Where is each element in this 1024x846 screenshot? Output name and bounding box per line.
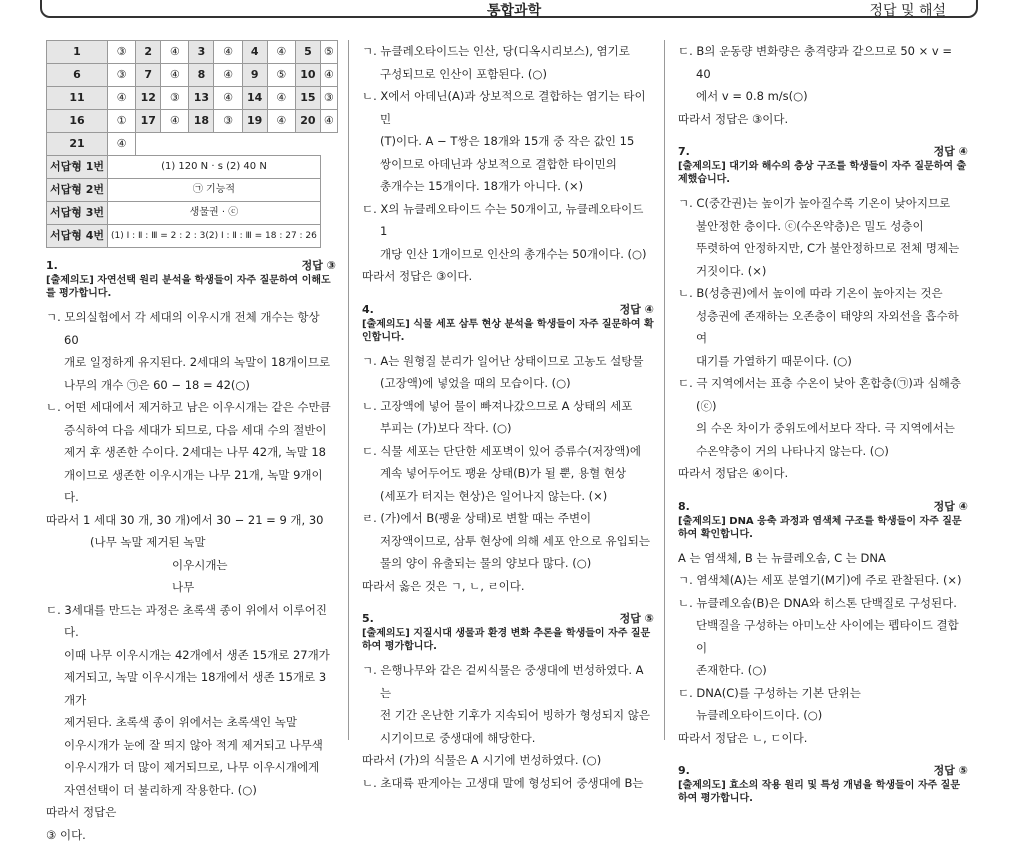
answer-cell bbox=[161, 133, 189, 156]
answer-row bbox=[47, 41, 338, 64]
answer-cell: ① bbox=[108, 110, 136, 133]
explanation-line: 이우시개는 bbox=[46, 554, 336, 577]
subject-title: 통합과학 bbox=[487, 0, 541, 20]
column-2 bbox=[362, 40, 654, 794]
answer-cell: ④ bbox=[267, 41, 295, 64]
explanation-line: 나무 bbox=[46, 576, 336, 599]
question-number-cell: 13 bbox=[189, 87, 214, 110]
question-number: 4. bbox=[362, 303, 374, 316]
question-header bbox=[46, 258, 336, 274]
question-intent: [출제의도] 지질시대 생물과 환경 변화 추론을 학생들이 자주 질문하여 평가합니다. bbox=[362, 627, 654, 653]
explanation-line: 시기이므로 중생대에 해당한다. bbox=[362, 727, 654, 750]
question-number: 8. bbox=[678, 500, 690, 513]
answer-cell: ④ bbox=[161, 110, 189, 133]
explanation-line: 제거된다. 초록색 종이 위에서는 초록색인 녹말 bbox=[46, 711, 336, 734]
question-intent: [출제의도] 효소의 작용 원리 및 특성 개념을 학생들이 자주 질문하여 평가합니다. bbox=[678, 779, 968, 805]
column-divider bbox=[664, 40, 665, 740]
answer-cell: ④ bbox=[108, 133, 136, 156]
short-answer-row: 서답형 1번 (1) 120 N · s (2) 40 N bbox=[47, 156, 338, 179]
explanation-line: 제거 후 생존한 수이다. 2세대는 나무 42개, 녹말 18 bbox=[46, 441, 336, 464]
explanation-line: 대기를 가열하기 때문이다. (○) bbox=[678, 350, 968, 373]
explanation-line: 뉴클레오타이드이다. (○) bbox=[678, 704, 968, 727]
explanation-line: 성층권에 존재하는 오존층이 태양의 자외선을 흡수하여 bbox=[678, 305, 968, 350]
explanation-line: 따라서 정답은 ④이다. bbox=[678, 462, 968, 485]
explanation-line: 제거되고, 녹말 이우시개는 18개에서 생존 15개로 3개가 bbox=[46, 666, 336, 711]
explanation-line: 에서 v = 0.8 m/s(○) bbox=[678, 85, 968, 108]
explanation-line: 단백질을 구성하는 아미노산 사이에는 펩타이드 결합이 bbox=[678, 614, 968, 659]
question-number-cell: 3 bbox=[189, 41, 214, 64]
explanation-line: 나무의 개수 ㉠은 60 − 18 = 42(○) bbox=[46, 374, 336, 397]
explanation-line: ㄷ. 식물 세포는 단단한 세포벽이 있어 증류수(저장액)에 bbox=[362, 440, 654, 463]
question-number: 5. bbox=[362, 612, 374, 625]
explanation-line: 따라서 정답은 ③이다. bbox=[362, 265, 654, 288]
explanation-line: 총개수는 15개이다. 18개가 아니다. (×) bbox=[362, 175, 654, 198]
question-number-cell: 20 bbox=[295, 110, 320, 133]
question-intent: [출제의도] 자연선택 원리 분석을 학생들이 자주 질문하여 이해도를 평가합니다. bbox=[46, 274, 336, 300]
explanation-line: (세포가 터지는 현상)은 일어나지 않는다. (×) bbox=[362, 485, 654, 508]
explanation-line: 이우시개가 눈에 잘 띄지 않아 적게 제거되고 나무색 bbox=[46, 734, 336, 757]
question-number-cell bbox=[136, 133, 161, 156]
answer-cell bbox=[320, 133, 337, 156]
header-right-label: 정답 및 해설 bbox=[869, 0, 946, 20]
explanation-line: 전 기간 온난한 기후가 지속되어 빙하가 형성되지 않은 bbox=[362, 704, 654, 727]
explanation-line: ㄴ. X에서 아데닌(A)과 상보적으로 결합하는 염기는 타이민 bbox=[362, 85, 654, 130]
question-number-cell: 6 bbox=[47, 64, 108, 87]
explanation-line: 불안정한 층이다. ⓒ(수온약층)은 밀도 성층이 bbox=[678, 215, 968, 238]
answer-cell bbox=[267, 133, 295, 156]
question-header bbox=[678, 144, 968, 160]
question-number-cell: 8 bbox=[189, 64, 214, 87]
explanation-line: 물의 양이 유출되는 물의 양보다 많다. (○) bbox=[362, 552, 654, 575]
answer-cell: ③ bbox=[214, 110, 242, 133]
question-intent: [출제의도] 식물 세포 삼투 현상 분석을 학생들이 자주 질문하여 확인합니다. bbox=[362, 318, 654, 344]
answer-row bbox=[47, 64, 338, 87]
question-number-cell: 11 bbox=[47, 87, 108, 110]
explanation-line: 쌍이므로 아데닌과 상보적으로 결합한 타이민의 bbox=[362, 153, 654, 176]
short-answer-row: 서답형 3번 생물권 · ⓒ bbox=[47, 202, 338, 225]
explanation-line: ③ 이다. bbox=[46, 824, 336, 846]
answer-row bbox=[47, 110, 338, 133]
question-number-cell: 5 bbox=[295, 41, 320, 64]
answer-cell bbox=[214, 133, 242, 156]
explanation-line: ㄷ. DNA(C)를 구성하는 기본 단위는 bbox=[678, 682, 968, 705]
explanation-line: ㄱ. A는 원형질 분리가 일어난 상태이므로 고농도 설탕물 bbox=[362, 350, 654, 373]
explanation-line: ㄴ. B(성층권)에서 높이에 따라 기온이 높아지는 것은 bbox=[678, 282, 968, 305]
explanation-line: ㄴ. 초대륙 판게아는 고생대 말에 형성되어 중생대에 B는 bbox=[362, 772, 654, 795]
explanation-line: (고장액)에 넣었을 때의 모습이다. (○) bbox=[362, 372, 654, 395]
explanation-line: ㄱ. C(중간권)는 높이가 높아질수록 기온이 낮아지므로 bbox=[678, 192, 968, 215]
answer-cell: ④ bbox=[267, 110, 295, 133]
explanation-line: ㄴ. 어떤 세대에서 제거하고 남은 이우시개는 같은 수만큼 bbox=[46, 396, 336, 419]
explanation-line: 따라서 (가)의 식물은 A 시기에 번성하였다. (○) bbox=[362, 749, 654, 772]
question-number: 9. bbox=[678, 764, 690, 777]
explanation-line: 거짓이다. (×) bbox=[678, 260, 968, 283]
question-number-cell: 2 bbox=[136, 41, 161, 64]
answer-label: 정답 ④ bbox=[620, 302, 654, 318]
answer-cell: ④ bbox=[320, 64, 337, 87]
answer-cell: ⑤ bbox=[267, 64, 295, 87]
explanation-line: 개로 일정하게 유지된다. 2세대의 녹말이 18개이므로 bbox=[46, 351, 336, 374]
question-number-cell: 18 bbox=[189, 110, 214, 133]
question-number-cell: 16 bbox=[47, 110, 108, 133]
answer-cell: ④ bbox=[161, 41, 189, 64]
explanation-line: ㄷ. X의 뉴클레오타이드 수는 50개이고, 뉴클레오타이드 1 bbox=[362, 198, 654, 243]
explanation-line: 이때 나무 이우시개는 42개에서 생존 15개로 27개가 bbox=[46, 644, 336, 667]
explanation-line: 존재한다. (○) bbox=[678, 659, 968, 682]
explanation-line: 증식하여 다음 세대가 되므로, 다음 세대 수의 절반이 bbox=[46, 419, 336, 442]
question-number: 7. bbox=[678, 145, 690, 158]
question-number-cell: 1 bbox=[47, 41, 108, 64]
question-number-cell: 15 bbox=[295, 87, 320, 110]
question-number-cell: 14 bbox=[242, 87, 267, 110]
question-number-cell: 7 bbox=[136, 64, 161, 87]
short-answer-row: 서답형 4번 (1) Ⅰ : Ⅱ : Ⅲ = 2 : 2 : 3(2) Ⅰ : Ⅱ : Ⅲ = 18 : 27 : 26 bbox=[47, 225, 338, 248]
question-number-cell: 9 bbox=[242, 64, 267, 87]
question-number-cell bbox=[295, 133, 320, 156]
answer-cell: ④ bbox=[320, 110, 337, 133]
answer-cell: ④ bbox=[214, 87, 242, 110]
explanation-line: ㄱ. 염색체(A)는 세포 분열기(M기)에 주로 관찰된다. (×) bbox=[678, 569, 968, 592]
explanation-line: ㄷ. B의 운동량 변화량은 충격량과 같으므로 50 × v = 40 bbox=[678, 40, 968, 85]
question-number-cell: 19 bbox=[242, 110, 267, 133]
question-number-cell: 17 bbox=[136, 110, 161, 133]
explanation-line: A 는 염색체, B 는 뉴클레오솜, C 는 DNA bbox=[678, 547, 968, 570]
question-header bbox=[678, 763, 968, 779]
explanation-line: 의 수온 차이가 중위도에서보다 작다. 극 지역에서는 bbox=[678, 417, 968, 440]
answer-cell: ⑤ bbox=[320, 41, 337, 64]
answer-cell: ④ bbox=[214, 41, 242, 64]
answer-label: 정답 ④ bbox=[934, 499, 968, 515]
explanation-line: 뚜렷하여 안정하지만, C가 불안정하므로 전체 명제는 bbox=[678, 237, 968, 260]
answer-cell: ③ bbox=[108, 64, 136, 87]
explanation-line: 부피는 (가)보다 작다. (○) bbox=[362, 417, 654, 440]
column-3 bbox=[678, 40, 968, 811]
answer-table bbox=[46, 40, 338, 248]
question-header bbox=[362, 611, 654, 627]
answer-cell: ④ bbox=[161, 64, 189, 87]
question-header bbox=[678, 499, 968, 515]
explanation-line: 개이므로 생존한 이우시개는 나무 21개, 녹말 9개이다. bbox=[46, 464, 336, 509]
explanation-line: ㄹ. (가)에서 B(팽윤 상태)로 변할 때는 주변이 bbox=[362, 507, 654, 530]
explanation-line: 자연선택이 더 불리하게 작용한다. (○) bbox=[46, 779, 336, 802]
explanation-line: 따라서 정답은 ㄴ, ㄷ이다. bbox=[678, 727, 968, 750]
explanation-line: 따라서 1 세대 30 개, 30 개)에서 30 − 21 = 9 개, 30 bbox=[46, 509, 336, 532]
explanation-line: ㄱ. 뉴클레오타이드는 인산, 당(디옥시리보스), 염기로 bbox=[362, 40, 654, 63]
question-number-cell: 12 bbox=[136, 87, 161, 110]
answer-cell: ③ bbox=[108, 41, 136, 64]
explanation-line: (나무 녹말 제거된 녹말 bbox=[46, 531, 336, 554]
answer-cell: ④ bbox=[267, 87, 295, 110]
answer-cell: ④ bbox=[108, 87, 136, 110]
question-intent: [출제의도] 대기와 해수의 층상 구조를 학생들이 자주 질문하여 출제했습니다. bbox=[678, 160, 968, 186]
explanation-line: ㄴ. 뉴클레오솜(B)은 DNA와 히스톤 단백질로 구성된다. bbox=[678, 592, 968, 615]
question-number-cell: 21 bbox=[47, 133, 108, 156]
answer-label: 정답 ③ bbox=[302, 258, 336, 274]
answer-row bbox=[47, 87, 338, 110]
question-number: 1. bbox=[46, 259, 58, 272]
explanation-line: 따라서 정답은 ③이다. bbox=[678, 108, 968, 131]
explanation-line: 저장액이므로, 삼투 현상에 의해 세포 안으로 유입되는 bbox=[362, 530, 654, 553]
answer-label: 정답 ⑤ bbox=[620, 611, 654, 627]
explanation-line: 구성되므로 인산이 포함된다. (○) bbox=[362, 63, 654, 86]
explanation-line: ㄷ. 극 지역에서는 표층 수온이 낮아 혼합층(㉠)과 심해층(ⓒ) bbox=[678, 372, 968, 417]
explanation-line: 따라서 정답은 bbox=[46, 801, 336, 824]
explanation-line: 수온약층이 거의 나타나지 않는다. (○) bbox=[678, 440, 968, 463]
answer-cell: ③ bbox=[320, 87, 337, 110]
answer-cell: ③ bbox=[161, 87, 189, 110]
short-answer-row: 서답형 2번 ㉠ 기능적 bbox=[47, 179, 338, 202]
answer-label: 정답 ④ bbox=[934, 144, 968, 160]
explanation-line: (T)이다. A − T쌍은 18개와 15개 중 작은 값인 15 bbox=[362, 130, 654, 153]
explanation-line: ㄱ. 은행나무와 같은 겉씨식물은 중생대에 번성하였다. A는 bbox=[362, 659, 654, 704]
column-1 bbox=[46, 40, 336, 846]
question-intent: [출제의도] DNA 응축 과정과 염색체 구조를 학생들이 자주 질문하여 확인합니다. bbox=[678, 515, 968, 541]
explanation-line: 따라서 옳은 것은 ㄱ, ㄴ, ㄹ이다. bbox=[362, 575, 654, 598]
question-header bbox=[362, 302, 654, 318]
explanation-line: 개당 인산 1개이므로 인산의 총개수는 50개이다. (○) bbox=[362, 243, 654, 266]
explanation-line: 계속 넣어두어도 팽윤 상태(B)가 될 뿐, 용혈 현상 bbox=[362, 462, 654, 485]
question-number-cell bbox=[242, 133, 267, 156]
explanation-line: ㄴ. 고장액에 넣어 물이 빠져나갔으므로 A 상태의 세포 bbox=[362, 395, 654, 418]
question-number-cell bbox=[189, 133, 214, 156]
explanation-line: ㄷ. 3세대를 만드는 과정은 초록색 종이 위에서 이루어진다. bbox=[46, 599, 336, 644]
explanation-line: ㄱ. 모의실험에서 각 세대의 이우시개 전체 개수는 항상 60 bbox=[46, 306, 336, 351]
answer-cell: ④ bbox=[214, 64, 242, 87]
explanation-line: 이우시개가 더 많이 제거되므로, 나무 이우시개에게 bbox=[46, 756, 336, 779]
answer-row bbox=[47, 133, 338, 156]
question-number-cell: 10 bbox=[295, 64, 320, 87]
column-divider bbox=[348, 40, 349, 740]
answer-label: 정답 ⑤ bbox=[934, 763, 968, 779]
page-header bbox=[40, 0, 978, 18]
question-number-cell: 4 bbox=[242, 41, 267, 64]
